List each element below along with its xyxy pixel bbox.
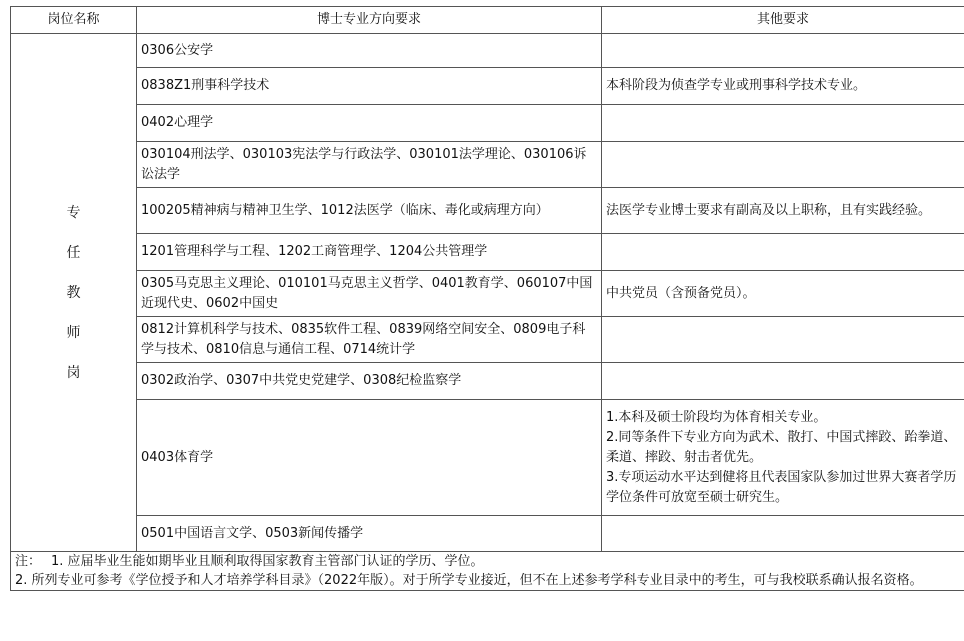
major-cell: 1201管理科学与工程、1202工商管理学、1204公共管理学	[137, 234, 602, 271]
other-line: 中共党员（含预备党员）。	[606, 285, 756, 301]
other-cell	[602, 317, 964, 363]
table-row	[11, 516, 964, 552]
other-cell	[602, 271, 964, 317]
major-cell: 0501中国语言文学、0503新闻传播学	[137, 516, 602, 552]
post-name-char: 专	[66, 204, 81, 221]
major-cell: 0402心理学	[137, 105, 602, 142]
post-name-vertical	[67, 193, 81, 393]
header-major-requirements: 博士专业方向要求	[137, 7, 602, 34]
table-row	[11, 105, 964, 142]
major-cell: 0403体育学	[137, 400, 602, 516]
post-name-char: 师	[66, 324, 81, 341]
other-cell	[602, 363, 964, 400]
major-cell: 0812计算机科学与技术、0835软件工程、0839网络空间安全、0809电子科学与技术、0810信息与通信工程、0714统计学	[137, 317, 602, 363]
table-row	[11, 188, 964, 234]
notes-cell	[11, 552, 964, 591]
other-cell	[602, 105, 964, 142]
table-row	[11, 317, 964, 363]
note-text-1: 1. 应届毕业生能如期毕业且顺利取得国家教育主管部门认证的学历、学位。	[51, 554, 484, 569]
other-cell	[602, 516, 964, 552]
major-cell: 0302政治学、0307中共党史党建学、0308纪检监察学	[137, 363, 602, 400]
major-cell: 0838Z1刑事科学技术	[137, 68, 602, 105]
major-cell: 030104刑法学、030103宪法学与行政法学、030101法学理论、030106诉讼法学	[137, 142, 602, 188]
notes-row	[11, 552, 964, 591]
note-text-2: 2. 所列专业可参考《学位授予和人才培养学科目录》（2022年版）。对于所学专业接近，但不在上述参考学科专业目录中的考生，可与我校联系确认报名资格。	[15, 573, 923, 588]
other-line: 本科阶段为侦查学专业或刑事科学技术专业。	[606, 78, 867, 93]
table-row	[11, 34, 964, 68]
post-name-char: 教	[66, 284, 81, 301]
post-name-cell	[11, 34, 137, 552]
other-cell	[602, 142, 964, 188]
other-line: 1.本科及硕士阶段均为体育相关专业。	[606, 409, 827, 425]
table-row	[11, 363, 964, 400]
major-cell: 100205精神病与精神卫生学、1012法医学（临床、毒化或病理方向）	[137, 188, 602, 234]
other-cell	[602, 400, 964, 516]
table-row	[11, 142, 964, 188]
major-cell: 0306公安学	[137, 34, 602, 68]
requirements-table	[10, 6, 964, 591]
other-cell	[602, 68, 964, 105]
other-line: 3.专项运动水平达到健将且代表国家队参加过世界大赛者学历学位条件可放宽至硕士研究生。	[606, 469, 957, 505]
header-other-requirements: 其他要求	[602, 7, 964, 34]
header-post-name: 岗位名称	[11, 7, 137, 34]
table-row	[11, 234, 964, 271]
post-name-char: 任	[66, 244, 81, 261]
other-cell	[602, 234, 964, 271]
table-row	[11, 400, 964, 516]
header-row	[11, 7, 964, 34]
other-line: 法医学专业博士要求有副高及以上职称，且有实践经验。	[606, 202, 932, 218]
table-row	[11, 271, 964, 317]
other-cell	[602, 34, 964, 68]
major-cell: 0305马克思主义理论、010101马克思主义哲学、0401教育学、060107中国近现代史、0602中国史	[137, 271, 602, 317]
other-cell	[602, 188, 964, 234]
post-name-char: 岗	[66, 364, 81, 381]
note-line-1	[15, 552, 960, 571]
other-line: 2.同等条件下专业方向为武术、散打、中国式摔跤、跆拳道、柔道、摔跤、射击者优先。	[606, 429, 957, 465]
table-row	[11, 68, 964, 105]
note-prefix: 注：	[15, 554, 42, 569]
